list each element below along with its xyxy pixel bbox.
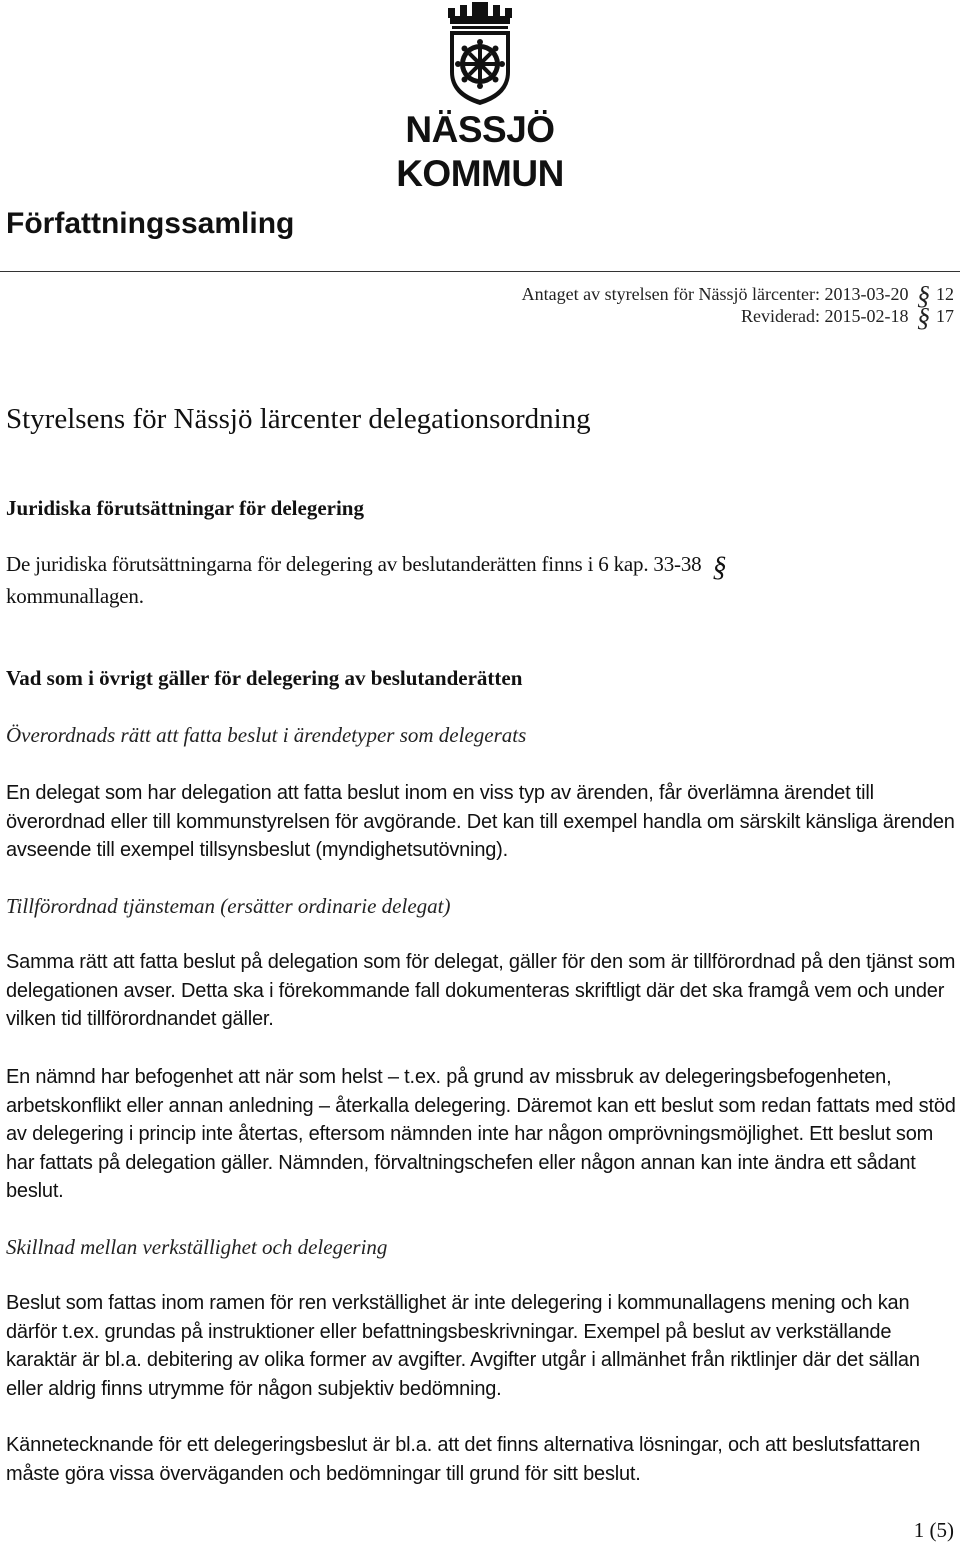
adopted-label: Antaget av styrelsen för Nässjö lärcenter: 2013-03-20 [521,284,909,304]
section-heading-legal: Juridiska förutsättningar för delegering [6,496,364,520]
logo-wordmark: NÄSSJÖ KOMMUN [396,109,564,194]
municipal-crest-wheel-icon [444,2,516,106]
legal-text: De juridiska förutsättningarna för delegering av beslutanderätten finns i 6 kap. 33-38 [6,552,702,576]
paragraph-revocation: En nämnd har befogenhet att när som helst – t.ex. på grund av missbruk av delegeringsbefogenheten, arbetskonflikt eller annan anledning – återkalla delegering. Däremot kan ett beslut som redan fattats med stöd av delegering i princip inte återtas, eftersom nämnden inte har någon omprövningsmöjlighet. Ett beslut som har fattats på delegation gäller. Nämnden, förvaltningschefen eller någon annan kan inte ändra ett sådant beslut. [6,1066,956,1202]
paragraph-characteristics: Kännetecknande för ett delegeringsbeslut är bl.a. att det finns alternativa lösningar, och att beslutsfattaren måste göra vissa överväganden och bedömningar till grund för sitt beslut. [6,1434,921,1485]
revised-line [741,304,954,330]
subheading-superior-rights: Överordnads rätt att fatta beslut i ärendetyper som delegerats [6,723,527,747]
paragraph-symbol: § [917,303,930,332]
paragraph-superior-rights: En delegat som har delegation att fatta beslut inom en viss typ av ärenden, får överlämna ärendet till överordnad eller till kommunstyrelsen för avgörande. Det kan till exempel handla om särskilt känsliga ärenden avseende till exempel tillsynsbeslut (myndighetsutövning). [6,782,955,861]
legal-paragraph [6,550,956,610]
subheading-execution-vs-delegation: Skillnad mellan verkställighet och delegering [6,1235,388,1259]
paragraph-symbol: § [712,552,727,583]
paragraph-symbol: § [917,281,930,310]
subheading-acting-official: Tillförordnad tjänsteman (ersätter ordinarie delegat) [6,894,451,918]
municipal-logo [0,0,960,194]
section-heading-other: Vad som i övrigt gäller för delegering av beslutanderätten [6,666,523,690]
paragraph-acting-official: Samma rätt att fatta beslut på delegation som för delegat, gäller för den som är tillförordnad på den tjänst som delegationen avser. Detta ska i förekommande fall dokumenteras skriftligt där det ska framgå vem och under vilken tid tillförordnandet gäller. [6,951,956,1030]
paragraph-execution: Beslut som fattas inom ramen för ren verkställighet är inte delegering i kommunallagens mening och kan därför t.ex. grundas på instruktioner eller befattningsbeskrivningar. Exempel på beslut av verkställande karaktär är bl.a. debitering av olika former av avgifter. Avgifter utgår i allmänhet från riktlinjer där det sällan eller aldrig finns utrymme för någon subjektiv bedömning. [6,1292,920,1400]
revised-paragraph: 17 [936,306,954,326]
title-divider [0,271,960,272]
adopted-paragraph: 12 [936,284,954,304]
legal-text-end: kommunallagen. [6,584,144,608]
document-title: Styrelsens för Nässjö lärcenter delegationsordning [6,403,591,435]
page-number: 1 (5) [913,1518,954,1542]
revised-label: Reviderad: 2015-02-18 [741,306,909,326]
collection-title: Författningssamling [6,207,295,240]
